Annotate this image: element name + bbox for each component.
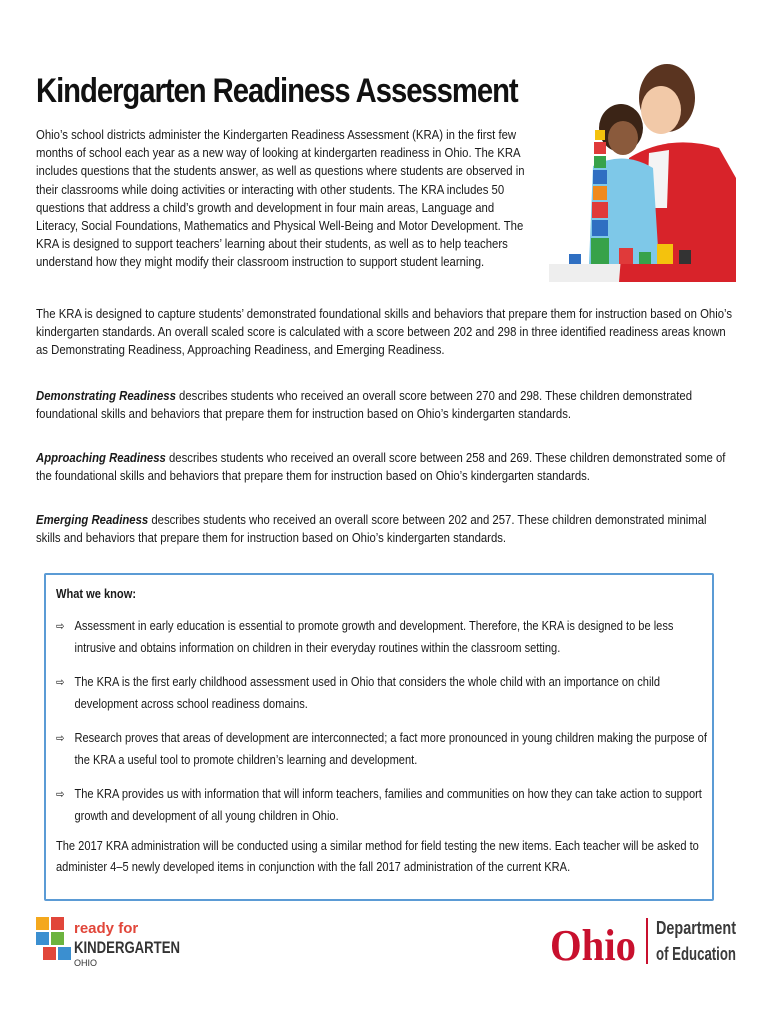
level-name: Demonstrating Readiness [36, 388, 176, 403]
ready-for-kindergarten-logo [34, 915, 184, 971]
what-we-know-box [44, 573, 714, 901]
bullet-text: The KRA provides us with information that will inform teachers, families and communities on how they can take action to support growth and development of all young children in Ohio. [74, 786, 702, 823]
list-item [56, 783, 711, 827]
level-description: describes students who received an overall score between 258 and 269. These children demonstrated some of the foundational skills and behaviors that prepare them for instruction based on Ohio’s kindergarten standards. [36, 450, 726, 484]
list-item [56, 727, 711, 771]
ohio-department-of-education-logo [550, 912, 740, 968]
approaching-paragraph [36, 449, 733, 485]
demonstrating-paragraph [36, 387, 733, 423]
arrow-icon: ⇨ [56, 675, 65, 689]
arrow-icon: ⇨ [56, 619, 65, 633]
arrow-icon: ⇨ [56, 731, 65, 745]
box-footer-note: The 2017 KRA administration will be conducted using a similar method for field testing the new items. Each teacher will be asked to administer 4–5 newly developed items in conjunction with the fall 2017 administration of the current KRA. [56, 838, 699, 874]
level-description: describes students who received an overall score between 270 and 298. These children demonstrated foundational skills and behaviors that prepare them for instruction based on Ohio’s kindergarten standards. [36, 388, 693, 422]
level-name: Emerging Readiness [36, 512, 149, 527]
level-description: describes students who received an overall score between 202 and 257. These children demonstrated minimal skills and behaviors that prepare them for instruction based on Ohio’s kindergarten standards. [36, 512, 707, 546]
ohio-wordmark: Ohio [550, 921, 636, 970]
department-text: Department [656, 918, 736, 938]
page-title: Kindergarten Readiness Assessment [36, 72, 518, 110]
list-item [56, 615, 711, 659]
logo-kindergarten-text: KINDERGARTEN [74, 938, 180, 957]
arrow-icon: ⇨ [56, 787, 65, 801]
level-name: Approaching Readiness [36, 450, 166, 465]
emerging-paragraph [36, 511, 733, 547]
intro-paragraph: Ohio’s school districts administer the Kindergarten Readiness Assessment (KRA) in the first few months of school each year as a new way of looking at kindergarten readiness in Ohio. The KRA includes questions that the students answer, as well as questions where students are observed in their classrooms while doing activities or interacting with other students. The KRA includes 50 questions that address a child’s growth and development in four main areas, Language and Literacy, Social Foundations, Mathematics and Physical Well-Being and Motor Development. The KRA is designed to support teachers’ learning about their students, as well as to help teachers understand how they might modify their classroom instruction to support student learning. [36, 127, 525, 270]
bullet-text: Assessment in early education is essential to promote growth and development. Therefore, the KRA is designed to be less intrusive and obtains information on children in their everyday routines within the classroom setting. [74, 618, 674, 655]
bullet-text: Research proves that areas of development are interconnected; a fact more pronounced in young children making the purpose of the KRA a useful tool to promote children’s learning and development. [74, 730, 707, 767]
of-education-text: of Education [656, 944, 736, 964]
teacher-child-photo [549, 58, 736, 282]
logo-ohio-text: OHIO [74, 958, 98, 968]
box-heading: What we know: [56, 586, 137, 601]
overview-paragraph: The KRA is designed to capture students’ demonstrated foundational skills and behaviors that prepare them for instruction based on Ohio’s kindergarten standards. An overall scaled score is calculated with a score between 202 and 298 in three identified readiness areas known as Demonstrating Readiness, Approaching Readiness, and Emerging Readiness. [36, 306, 733, 358]
list-item [56, 671, 711, 715]
bullet-text: The KRA is the first early childhood assessment used in Ohio that considers the whole child with an importance on child development across school readiness domains. [74, 674, 661, 711]
logo-ready-for-text: ready for [74, 920, 139, 937]
